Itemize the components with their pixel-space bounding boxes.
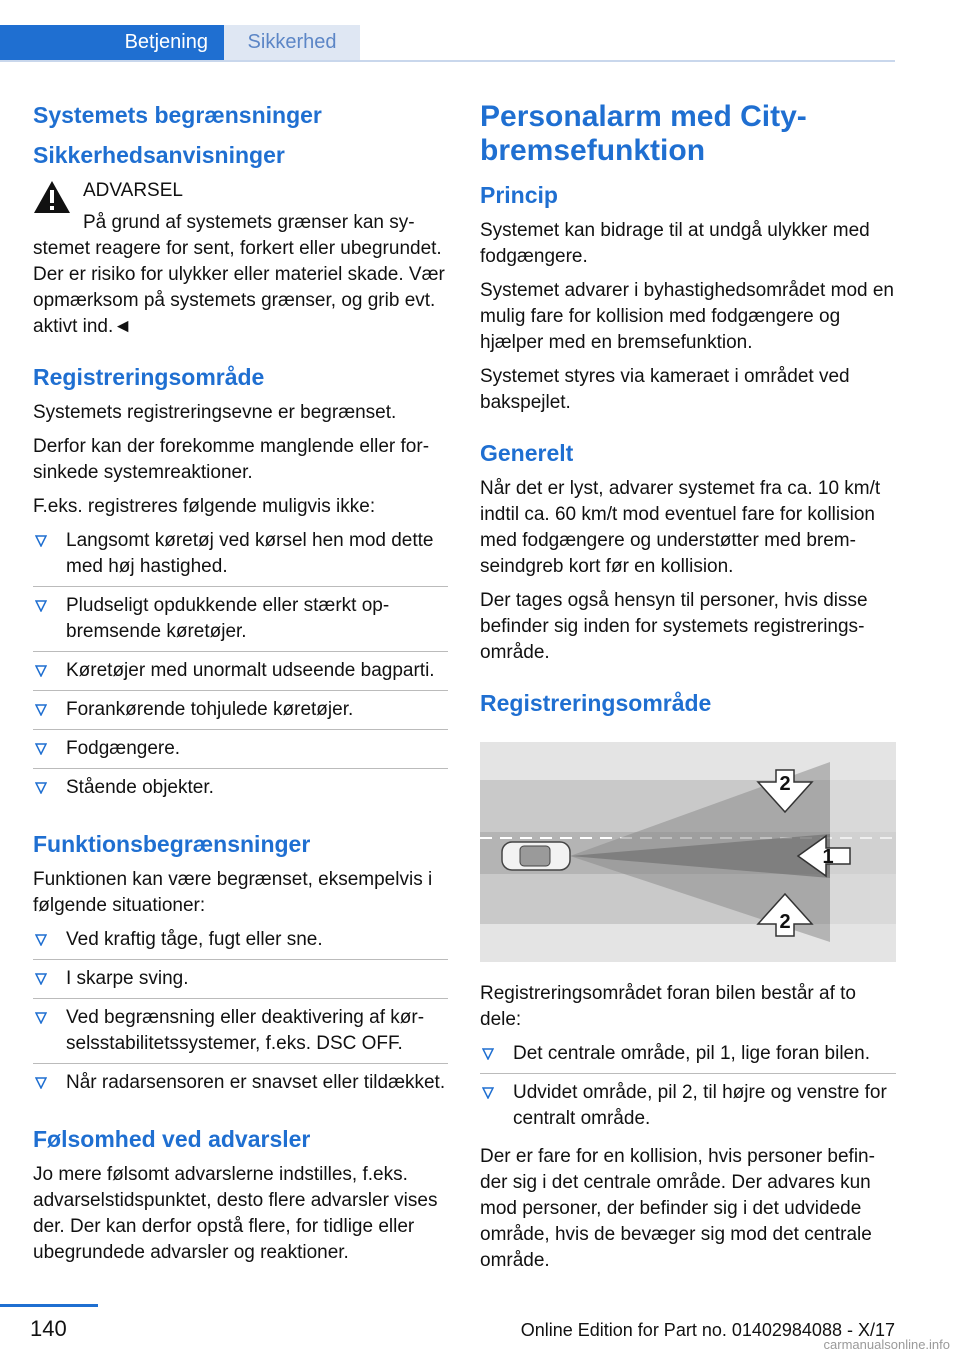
bullet-triangle-icon [35, 743, 47, 755]
list-item: Stående objekter. [33, 775, 448, 807]
heading-warning-sensitivity: Følsomhed ved advarsler [33, 1126, 311, 1152]
left-column [33, 100, 448, 1274]
list-item: Køretøjer med unormalt udseende bagparti. [33, 658, 448, 691]
list-item: Fodgængere. [33, 736, 448, 769]
list-item: Det centrale område, pil 1, lige foran bilen. [480, 1041, 896, 1074]
list-item: Udvidet område, pil 2, til højre og venstre for centralt område. [480, 1080, 896, 1138]
bullet-triangle-icon [35, 973, 47, 985]
list-item: Når radarsensoren er snavset eller tildækket. [33, 1070, 448, 1102]
warning-block [33, 178, 448, 340]
paragraph: Funktionen kan være begrænset, eksempelvis i følgende situationer: [33, 869, 433, 916]
paragraph: Systemet kan bidrage til at undgå ulykker med fodgængere. [480, 220, 870, 267]
heading-principle: Princip [480, 182, 558, 208]
heading-system-limits: Systemets begrænsninger [33, 102, 322, 128]
paragraph: F.eks. registreres følgende muligvis ikke: [33, 496, 376, 517]
bullet-triangle-icon [35, 665, 47, 677]
car-icon [502, 842, 570, 870]
right-column [480, 100, 896, 1282]
warning-text: På grund af systemets grænser kan systemet reagere for sent, forkert eller ubegrundet. Der er risiko for ulykker eller materiel skade. Vær opmærksom på systemets grænser, og grib evt. aktivt ind.◄ [33, 212, 445, 337]
list-item: Pludseligt opdukkende eller stærkt opbremsende køretøjer. [33, 593, 448, 652]
bullet-triangle-icon [35, 704, 47, 716]
paragraph: Systemets registreringsevne er begrænset. [33, 402, 397, 423]
paragraph: Jo mere følsomt advarslerne indstilles, f.eks. advarselstidspunktet, desto flere advarsler vises der. Der kan derfor opstå flere, for tidlige eller ubegrundede advarsler og reaktioner. [33, 1164, 438, 1263]
tab-sikkerhed[interactable]: Sikkerhed [224, 25, 360, 60]
heading-safety-notes: Sikkerhedsanvisninger [33, 142, 285, 168]
arrow-label: 2 [779, 911, 791, 933]
undetected-objects-list [33, 528, 448, 807]
heading-person-alarm: Personalarm med City-bremsefunktion [480, 100, 807, 167]
bullet-triangle-icon [35, 535, 47, 547]
watermark: carmanualsonline.info [823, 1337, 950, 1352]
tab-betjening[interactable]: Betjening [0, 25, 224, 60]
heading-detection-range: Registreringsområde [480, 690, 712, 716]
bullet-triangle-icon [35, 782, 47, 794]
arrow-label: 2 [779, 773, 791, 795]
heading-general: Generelt [480, 440, 574, 466]
heading-function-limits: Funktionsbegrænsninger [33, 831, 311, 857]
detection-parts-list [480, 1041, 896, 1138]
bullet-triangle-icon [482, 1048, 494, 1060]
bullet-triangle-icon [35, 600, 47, 612]
bullet-triangle-icon [35, 1077, 47, 1089]
bullet-triangle-icon [35, 1012, 47, 1024]
page-number: 140 [30, 1316, 67, 1341]
list-item: Langsomt køretøj ved kørsel hen mod dette med høj hastighed. [33, 528, 448, 587]
list-item: Ved kraftig tåge, fugt eller sne. [33, 927, 448, 960]
bullet-triangle-icon [482, 1087, 494, 1099]
list-item: Forankørende tohjulede køretøjer. [33, 697, 448, 730]
footer-rule [0, 1304, 98, 1307]
detection-range-figure [480, 742, 896, 962]
paragraph: Derfor kan der forekomme manglende eller forsinkede systemreaktioner. [33, 436, 430, 483]
function-limits-list [33, 927, 448, 1102]
bullet-triangle-icon [35, 934, 47, 946]
arrow-label: 1 [822, 846, 834, 868]
section-tabs [0, 25, 895, 62]
heading-detection-range: Registreringsområde [33, 364, 265, 390]
header-rule [0, 60, 895, 62]
paragraph: Der tages også hensyn til personer, hvis disse befinder sig inden for systemets registreringsområde. [480, 590, 868, 663]
paragraph: Systemet advarer i byhastighedsområdet mod en mulig fare for kollision med fodgængere og hjælper med en bremsefunktion. [480, 280, 894, 353]
paragraph: Der er fare for en kollision, hvis personer befinder sig i det centrale område. Der advares kun mod personer, der befinder sig i det udvidede område, hvis de bevæger sig mod det centrale område. [480, 1146, 875, 1271]
edition-text: Online Edition for Part no. 01402984088 - X/17 [520, 1320, 895, 1340]
paragraph: Systemet styres via kameraet i området ved bakspejlet. [480, 366, 850, 413]
warning-triangle-icon [33, 180, 71, 214]
warning-title: ADVARSEL [83, 180, 183, 201]
list-item: I skarpe sving. [33, 966, 448, 999]
paragraph: Når det er lyst, advarer systemet fra ca. 10 km/t indtil ca. 60 km/t mod eventuel fare for kollision med fodgængere og understøtter med bremseindgreb kort før en kollision. [480, 478, 881, 577]
paragraph: Registreringsområdet foran bilen består af to dele: [480, 983, 856, 1030]
list-item: Ved begrænsning eller deaktivering af kørselsstabilitetssystemer, f.eks. DSC OFF. [33, 1005, 448, 1064]
